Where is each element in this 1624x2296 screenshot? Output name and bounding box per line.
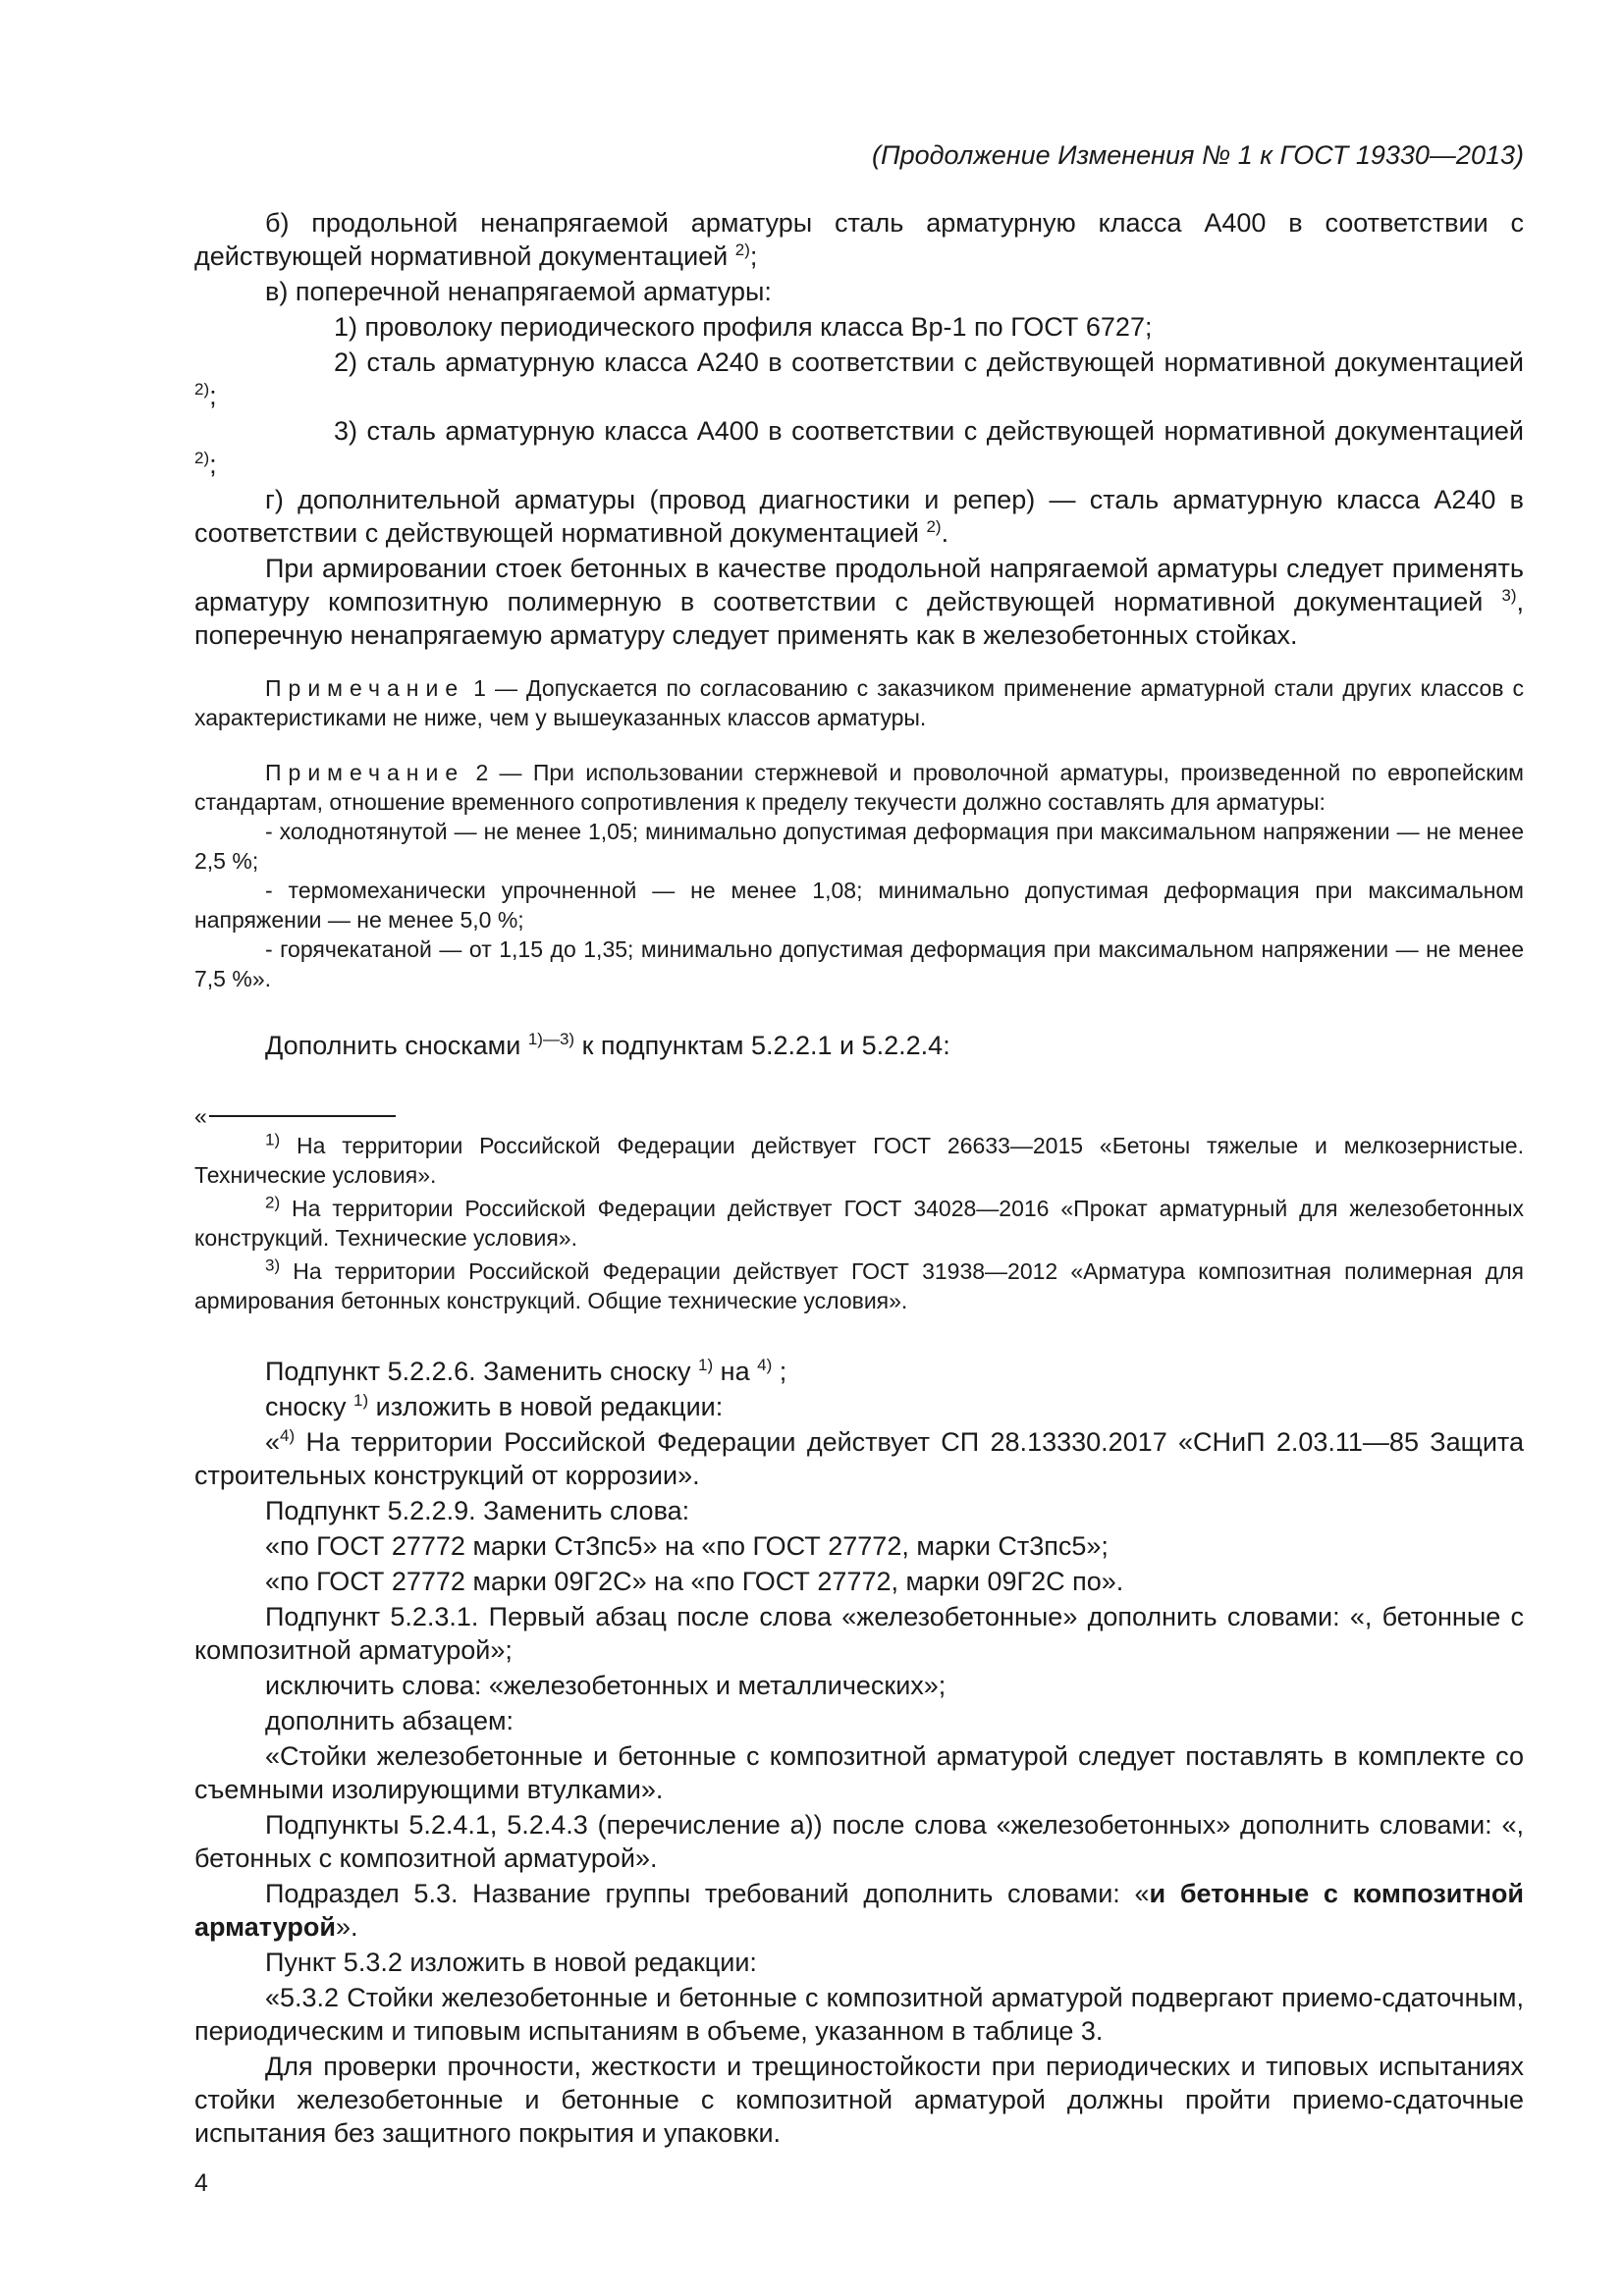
footnote-ref: 1) — [353, 1391, 369, 1410]
note-2-body: 2 — При использовании стержневой и проволочной арматуры, произведенной по европейским стандартам, отношение временного сопротивления к пределу текучести должно составлять для арматуры: — [194, 760, 1524, 815]
exclude-line: исключить слова: «железобетонных и металлических»; — [265, 1671, 947, 1700]
p53-bold: и бетонные с композитной арматурой — [194, 1879, 1524, 1942]
note-2 — [194, 758, 1524, 993]
document-page — [194, 137, 1524, 2152]
footnote-2-text: На территории Российской Федерации действует ГОСТ 34028—2016 «Прокат арматурный для железобетонных конструкций. Технические условия». — [194, 1196, 1524, 1251]
replace-line-2: «по ГОСТ 27772 марки 09Г2С» на «по ГОСТ 27772, марки 09Г2С по». — [265, 1567, 1124, 1596]
note-label: Примечание — [265, 760, 465, 785]
p53-a: Подраздел 5.3. Название группы требований дополнить словами: « — [265, 1879, 1150, 1908]
paragraph-armirovanie-text: При армировании стоек бетонных в качестве продольной напрягаемой арматуры следует применять арматуру композитную полимерную в соответствии с действующей нормативной документацией — [194, 554, 1524, 616]
footnote-open-quote: « — [194, 1103, 207, 1129]
footnote-ref: 2) — [926, 517, 942, 536]
footnote-ref: 3) — [1501, 586, 1517, 605]
page-number: 4 — [194, 2169, 208, 2197]
paragraph-g-text: г) дополнительной арматуры (провод диагностики и репер) — сталь арматурную класса А240 в соответствии с действующей нормативной документацией — [194, 485, 1524, 548]
p53-c: ». — [335, 1912, 358, 1942]
list-item-3-tail: ; — [209, 450, 217, 479]
paragraph-b — [194, 206, 1524, 273]
add-footnotes-tail: к подпунктам 5.2.2.1 и 5.2.2.4: — [574, 1031, 950, 1060]
list-item-2-tail: ; — [209, 381, 217, 410]
list-item-2 — [194, 346, 1524, 412]
footnote-ref: 2) — [194, 449, 210, 467]
footnote-1 — [194, 1131, 1524, 1190]
paragraph-armirovanie — [194, 552, 1524, 652]
list-item-3-text: 3) сталь арматурную класса А400 в соответствии с действующей нормативной документацией — [334, 416, 1524, 446]
list-item-1: 1) проволоку периодического профиля класса Вр-1 по ГОСТ 6727; — [334, 312, 1153, 342]
list-item-2-text: 2) сталь арматурную класса А240 в соответствии с действующей нормативной документацией — [334, 347, 1524, 377]
fn4-a: « — [265, 1427, 281, 1457]
note-label: Примечание — [265, 675, 465, 701]
note-2-item-1: - холоднотянутой — не менее 1,05; минимально допустимая деформация при максимальном напряжении — не менее 2,5 %; — [194, 819, 1524, 874]
note-2-item-3: - горячекатаной — от 1,15 до 1,35; минимально допустимая деформация при максимальном напряжении — не менее 7,5 %». — [194, 936, 1524, 991]
add-footnotes-paragraph — [194, 1029, 1524, 1062]
footnote-ref: 2) — [734, 240, 750, 259]
quote-stoiki: «Стойки железобетонные и бетонные с композитной арматурой следует поставлять в комплекте со съемными изолирующими втулками». — [194, 1741, 1524, 1804]
paragraph-5-3-2: Пункт 5.3.2 изложить в новой редакции: — [265, 1948, 757, 1977]
footnote-mark: 2) — [265, 1193, 281, 1212]
replace-line-1: «по ГОСТ 27772 марки Ст3пс5» на «по ГОСТ 27772, марки Ст3пс5»; — [265, 1531, 1109, 1561]
paragraph-5-2-2-9: Подпункт 5.2.2.9. Заменить слова: — [265, 1496, 690, 1525]
note-1-text — [194, 673, 1524, 732]
quote-5-3-2: «5.3.2 Стойки железобетонные и бетонные с композитной арматурой подвергают приемо-сдаточным, периодическим и типовым испытаниям в объеме, указанном в таблице 3. — [194, 1983, 1524, 2046]
footnote-3 — [194, 1256, 1524, 1315]
paragraph-proverka: Для проверки прочности, жесткости и трещиностойкости при периодических и типовых испытаниях стойки железобетонные и бетонные с композитной арматурой должны пройти приемо-сдаточные испытания без защитного покрытия и упаковки. — [194, 2052, 1524, 2148]
fn4-b: На территории Российской Федерации действует СП 28.13330.2017 «СНиП 2.03.11—85 Защита строительных конструкций от коррозии». — [194, 1427, 1524, 1490]
paragraph-g — [194, 483, 1524, 550]
paragraph-g-tail: . — [941, 518, 949, 548]
footnote-ref: 2) — [194, 380, 210, 399]
footnote-separator — [194, 1103, 1524, 1129]
snosku-a: сноску — [265, 1392, 354, 1421]
footnote-mark: 3) — [265, 1255, 281, 1275]
footnote-1-text: На территории Российской Федерации действует ГОСТ 26633—2015 «Бетоны тяжелые и мелкозернистые. Технические условия». — [194, 1133, 1524, 1188]
footnote-3-text: На территории Российской Федерации действует ГОСТ 31938—2012 «Арматура композитная полимерная для армирования бетонных конструкций. Общие технические условия». — [194, 1258, 1524, 1313]
footnote-ref: 1) — [698, 1356, 714, 1374]
paragraph-5-3 — [194, 1877, 1524, 1944]
add-paragraph-line: дополнить абзацем: — [265, 1706, 514, 1735]
footnote-ref: 4) — [757, 1356, 773, 1374]
add-footnotes-text: Дополнить сносками — [265, 1031, 528, 1060]
paragraph-b-text: б) продольной ненапрягаемой арматуры сталь арматурную класса А400 в соответствии с действующей нормативной документацией — [194, 208, 1524, 271]
p5226-c: ; — [772, 1357, 787, 1386]
p5226-b: на — [713, 1357, 758, 1386]
note-2-text — [194, 758, 1524, 817]
footnote-ref: 1)—3) — [527, 1030, 575, 1048]
paragraph-v: в) поперечной ненапрягаемой арматуры: — [265, 277, 772, 306]
paragraph-b-tail: ; — [749, 241, 758, 271]
paragraph-5-2-3-1: Подпункт 5.2.3.1. Первый абзац после слова «железобетонные» дополнить словами: «, бетонные с композитной арматурой»; — [194, 1602, 1524, 1665]
p5226-a: Подпункт 5.2.2.6. Заменить сноску — [265, 1357, 699, 1386]
note-1 — [194, 673, 1524, 732]
paragraph-footnote-4 — [194, 1425, 1524, 1492]
page-header: (Продолжение Изменения № 1 к ГОСТ 19330—2013) — [872, 140, 1524, 170]
paragraph-snosku — [194, 1390, 1524, 1423]
note-1-body: 1 — Допускается по согласованию с заказчиком применение арматурной стали других классов с характеристиками не ниже, чем у вышеуказанных классов арматуры. — [194, 675, 1524, 730]
paragraph-armirovanie-tail: , поперечную ненапрягаемую арматуру следует применять как в железобетонных стойках. — [194, 587, 1524, 650]
paragraph-5-2-2-6 — [194, 1355, 1524, 1388]
list-item-3 — [194, 414, 1524, 481]
snosku-b: изложить в новой редакции: — [368, 1392, 724, 1421]
footnote-ref: 4) — [280, 1426, 296, 1445]
note-2-item-2: - термомеханически упрочненной — не менее 1,08; минимально допустимая деформация при максимальном напряжении — не менее 5,0 %; — [194, 878, 1524, 933]
footnote-mark: 1) — [265, 1130, 281, 1149]
footnote-rule-line — [209, 1115, 396, 1117]
paragraph-5-2-4: Подпункты 5.2.4.1, 5.2.4.3 (перечисление а)) после слова «железобетонных» дополнить словами: «, бетонных с композитной арматурой». — [194, 1810, 1524, 1873]
footnote-2 — [194, 1194, 1524, 1253]
